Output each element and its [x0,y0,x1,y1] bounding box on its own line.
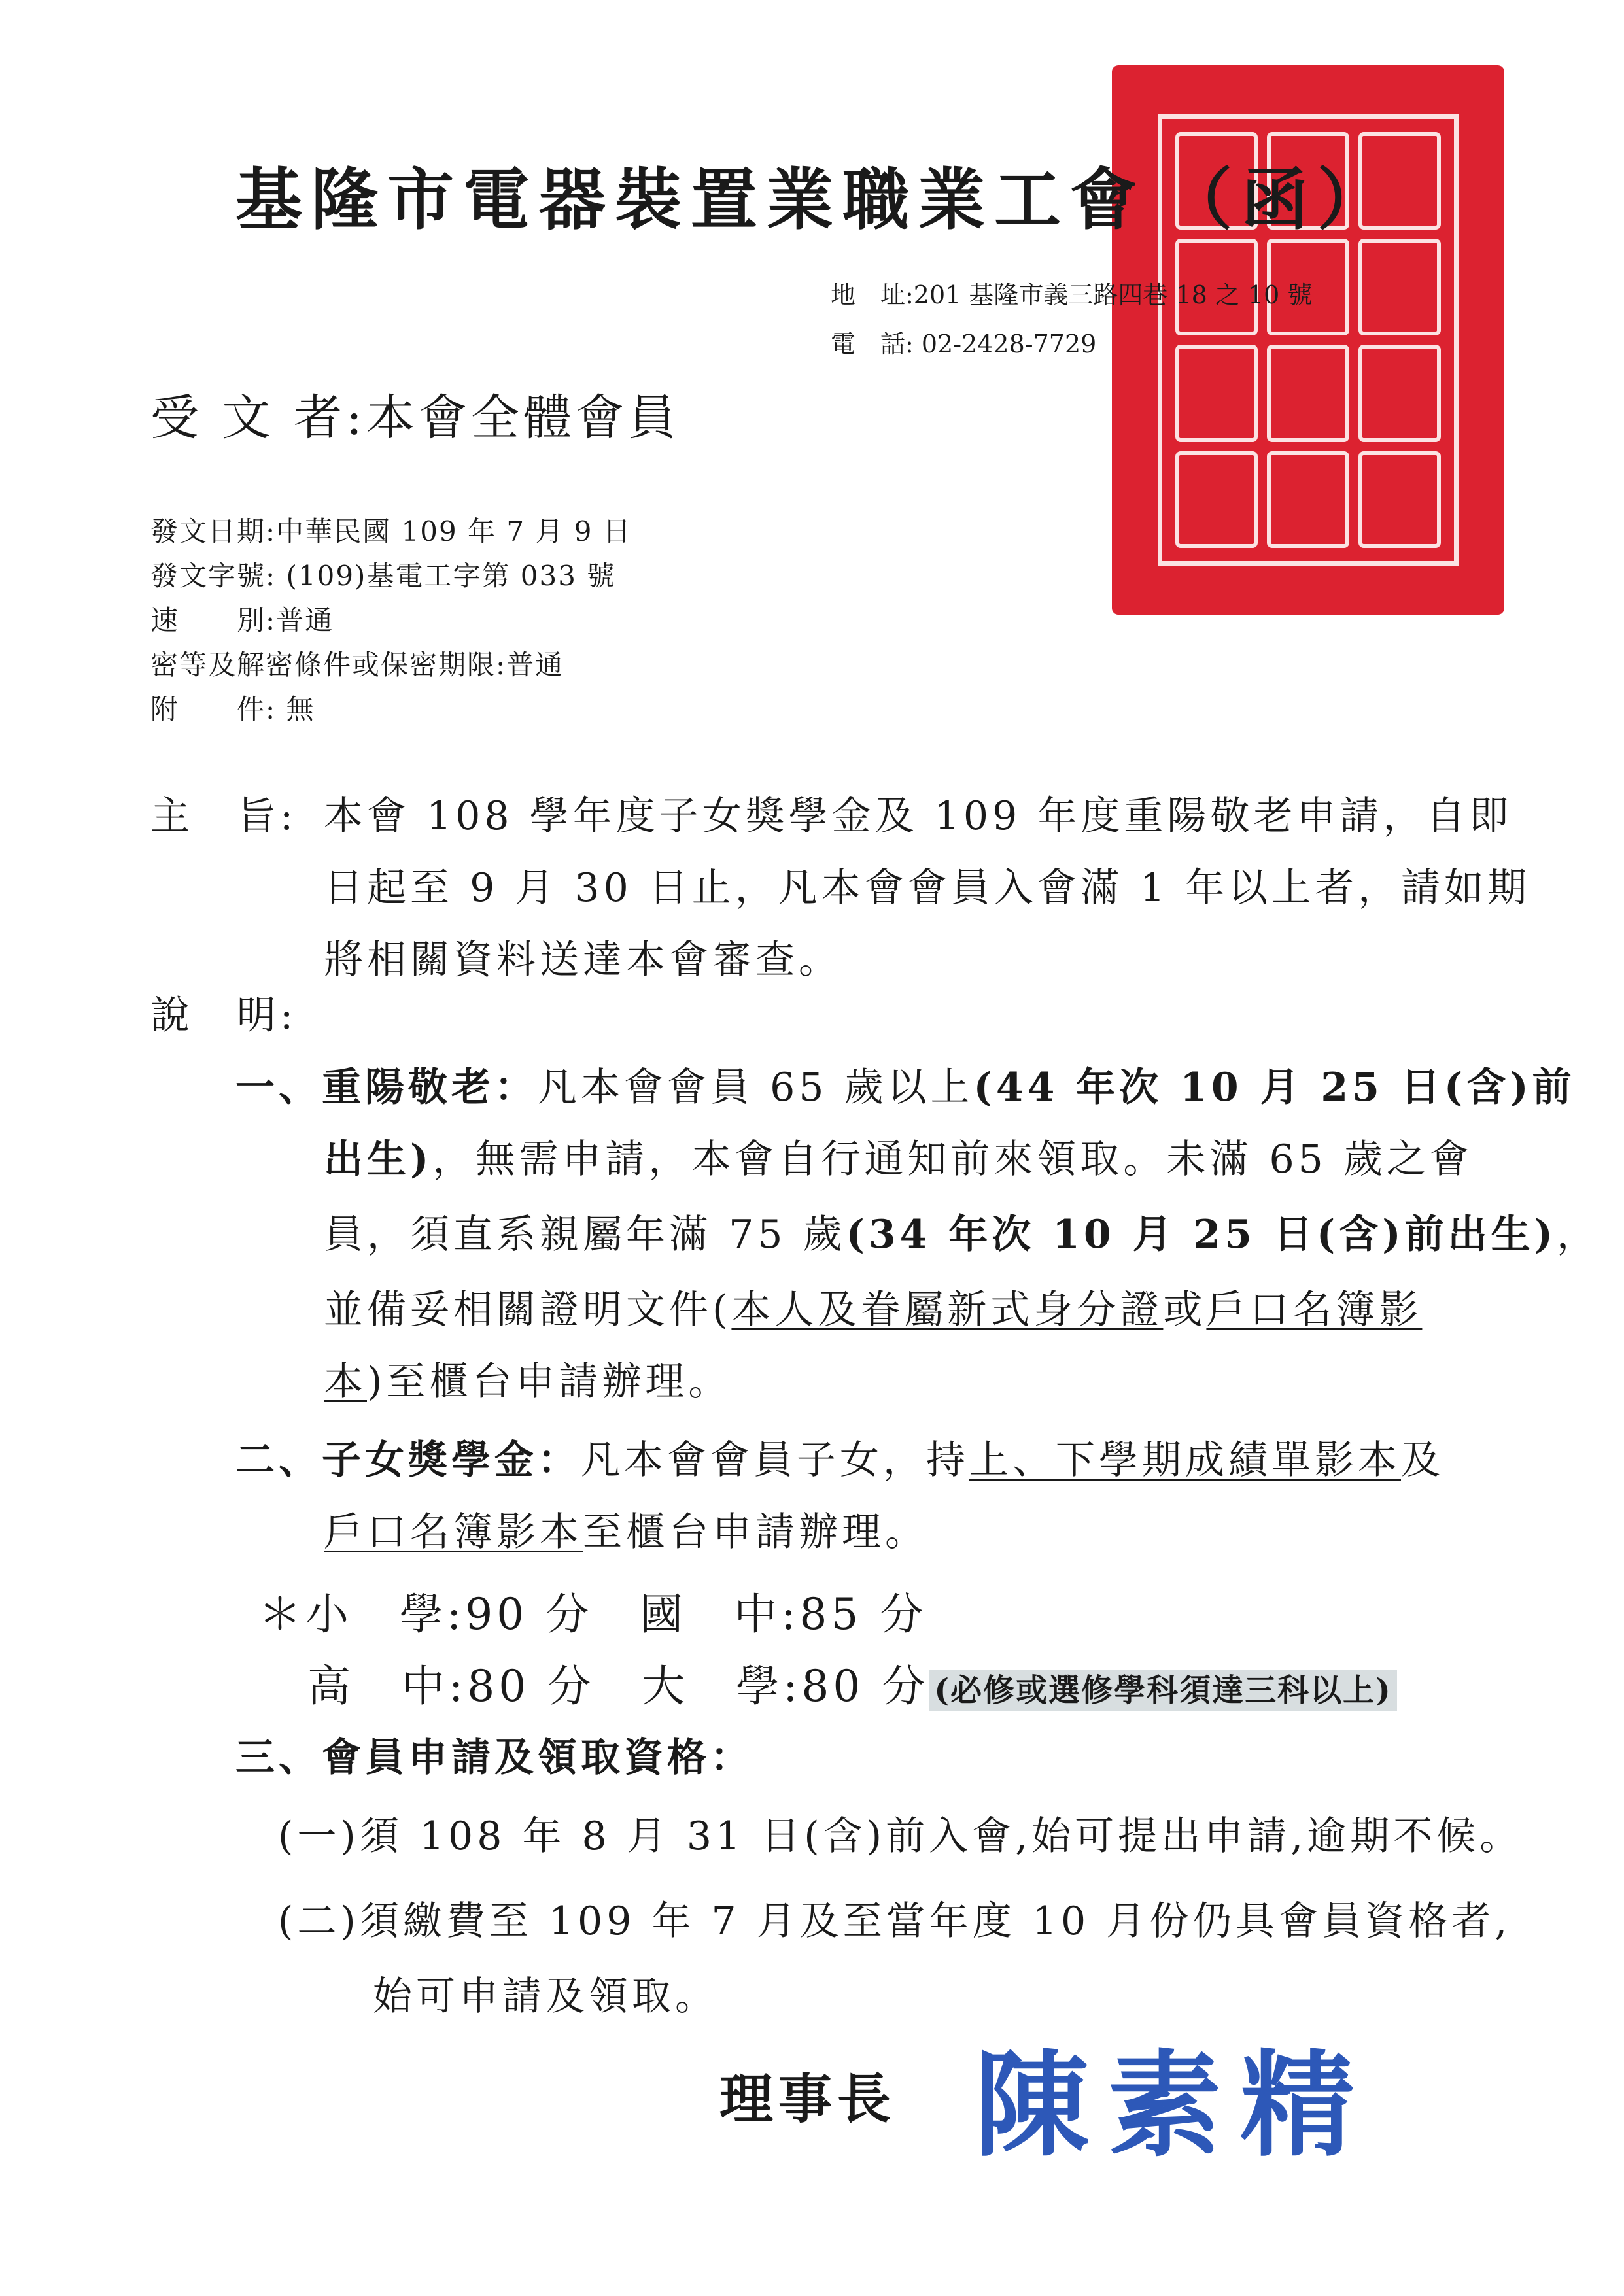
document-title [235,147,1393,243]
score-requirements: ＊小 學:90 分 國 中:85 分 [258,1589,927,1639]
item1-heading: 一、重陽敬老： [235,1065,538,1110]
item2-line: 二、子女獎學金：凡本會會員子女，持上、下學期成績單影本及 [235,1437,1444,1483]
subject-line: 本會 108 學年度子女獎學金及 109 年度重陽敬老申請，自即 [324,793,1513,839]
score-note: (必修或選修學科須達三科以上) [929,1670,1396,1711]
explanation-label: 說 明: [150,993,298,1038]
item1-line: 員，須直系親屬年滿 75 歲(34 年次 10 月 25 日(含)前出生)， [324,1212,1600,1258]
secrecy-level: 密等及解密條件或保密期限:普通 [150,649,564,681]
item2-line: 戶口名簿影本至櫃台申請辦理。 [324,1509,928,1555]
item3-condition: (二)須繳費至 109 年 7 月及至當年度 10 月份仍具會員資格者, [278,1898,1512,1944]
item2-heading: 二、子女獎學金： [235,1437,581,1483]
item3-heading: 三、會員申請及領取資格： [235,1735,753,1781]
score-requirements: 高 中:80 分 大 學:80 分 (必修或選修學科須達三科以上) [307,1651,1397,1713]
signature-stamp: 陳素精 [975,2038,1373,2172]
subject-line: 將相關資料送達本會審查。 [324,937,842,983]
item1-line: 本)至櫃台申請辦理。 [324,1359,732,1405]
signature-title: 理事長 [719,2068,897,2131]
delivery-speed: 速 別:普通 [150,604,334,636]
issue-date: 發文日期:中華民國 109 年 7 月 9 日 [150,515,632,547]
item3-condition: (一)須 108 年 8 月 31 日(含)前入會,始可提出申請,逾期不候。 [278,1813,1523,1859]
attachments: 附 件: 無 [150,693,315,725]
document-number: 發文字號: (109)基電工字第 033 號 [150,560,616,592]
item1-line: 並備妥相關證明文件(本人及眷屬新式身分證或戶口名簿影 [324,1287,1423,1333]
item1-line: 出生)，無需申請，本會自行通知前來領取。未滿 65 歲之會 [324,1137,1473,1182]
item1-line: 一、重陽敬老：凡本會會員 65 歲以上(44 年次 10 月 25 日(含)前 [235,1065,1576,1110]
org-phone: 電 話: 02-2428-7729 [831,330,1097,358]
subject-label: 主 旨: [150,793,298,839]
recipient: 受 文 者:本會全體會員 [150,390,680,446]
item3-condition: 始可申請及領取。 [373,1974,718,2019]
doc-type: （函） [1166,161,1393,239]
subject-line: 日起至 9 月 30 日止，凡本會會員入會滿 1 年以上者，請如期 [324,865,1531,911]
org-address: 地 址:201 基隆市義三路四巷 18 之 10 號 [831,281,1313,309]
org-name: 基隆市電器裝置業職業工會 [235,161,1146,239]
